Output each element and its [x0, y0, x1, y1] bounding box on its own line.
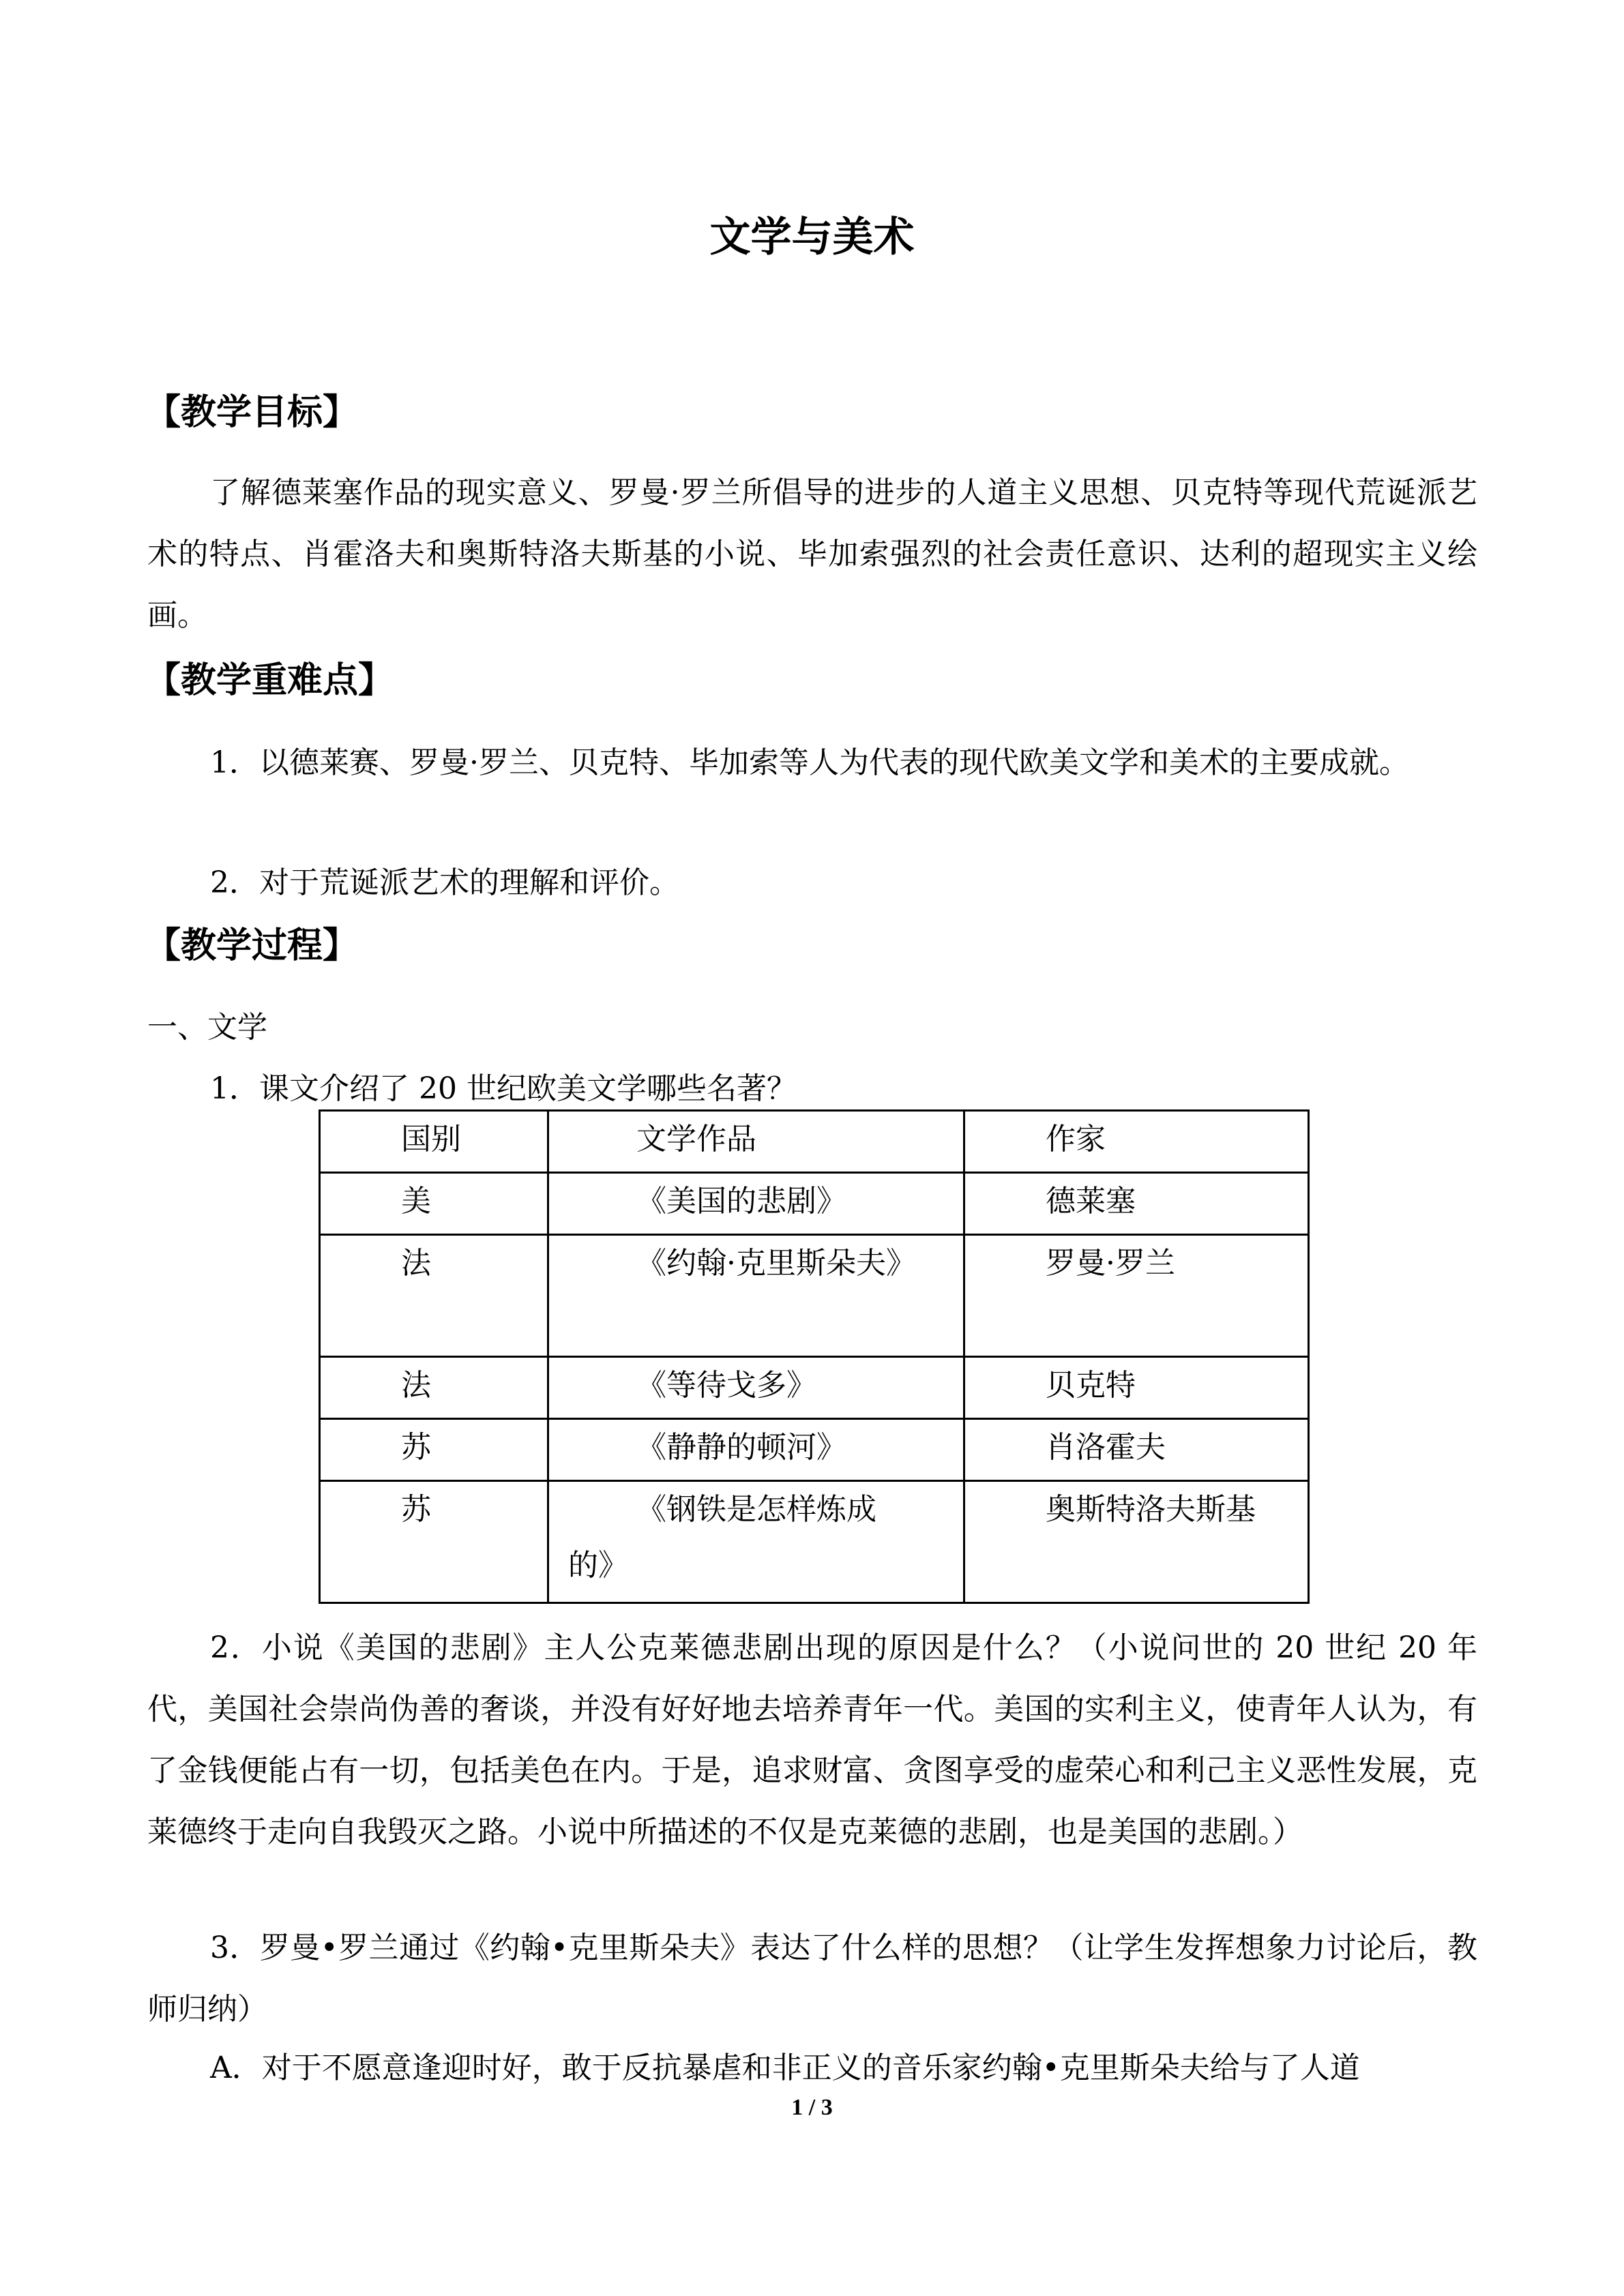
cell-country: 法: [320, 1235, 548, 1357]
cell-work: 《静静的顿河》: [548, 1419, 964, 1481]
cell-work: 《美国的悲剧》: [548, 1173, 964, 1235]
goals-paragraph: 了解德莱塞作品的现实意义、罗曼·罗兰所倡导的进步的人道主义思想、贝克特等现代荒诞派艺术的特点、肖霍洛夫和奥斯特洛夫斯基的小说、毕加索强烈的社会责任意识、达利的超现实主义绘画。: [147, 475, 1477, 633]
heading-key-points: 【教学重难点】: [145, 660, 394, 701]
table-row: [320, 1481, 1309, 1603]
cell-country: 苏: [320, 1481, 548, 1603]
cell-author: 肖洛霍夫: [964, 1419, 1309, 1481]
table-row: [320, 1357, 1309, 1419]
question-1: 1．课文介绍了 20 世纪欧美文学哪些名著？: [210, 1071, 797, 1106]
cell-work: 《等待戈多》: [548, 1357, 964, 1419]
cell-country: 法: [320, 1357, 548, 1419]
page-number: 1 / 3: [791, 2095, 833, 2120]
heading-teaching-goals: 【教学目标】: [145, 392, 359, 433]
table-row: [320, 1419, 1309, 1481]
key-point-2: 2．对于荒诞派艺术的理解和评价。: [210, 865, 679, 900]
literature-works-table: [319, 1109, 1310, 1604]
cell-work: 《约翰·克里斯朵夫》: [548, 1235, 964, 1357]
answer-a: A．对于不愿意逢迎时好，敢于反抗暴虐和非正义的音乐家约翰•克里斯朵夫给与了人道: [210, 2051, 1360, 2085]
header-work: 文学作品: [548, 1111, 964, 1173]
heading-teaching-process: 【教学过程】: [145, 925, 359, 966]
header-author: 作家: [964, 1111, 1309, 1173]
question-2: 2．小说《美国的悲剧》主人公克莱德悲剧出现的原因是什么？（小说问世的 20 世纪 20 年代，美国社会崇尚伪善的奢谈，并没有好好地去培养青年一代。美国的实利主义，使青年人认为，有了金钱便能占有一切，包括美色在内。于是，追求财富、贪图享受的虚荣心和利己主义恶性发展，克莱德终于走向自我毁灭之路。小说中所描述的不仅是克莱德的悲剧，也是美国的悲剧。）: [147, 1630, 1477, 1849]
cell-author: 贝克特: [964, 1357, 1309, 1419]
table-row: [320, 1173, 1309, 1235]
key-point-1: 1．以德莱赛、罗曼·罗兰、贝克特、毕加索等人为代表的现代欧美文学和美术的主要成就。: [210, 745, 1409, 780]
cell-country: 美: [320, 1173, 548, 1235]
cell-author: 德莱塞: [964, 1173, 1309, 1235]
question-3: 3．罗曼•罗兰通过《约翰•克里斯朵夫》表达了什么样的思想？（让学生发挥想象力讨论后，教师归纳）: [147, 1930, 1477, 2027]
table-row: [320, 1235, 1309, 1357]
cell-author: 奥斯特洛夫斯基: [964, 1481, 1309, 1603]
cell-work: 《钢铁是怎样炼成的》: [548, 1481, 964, 1603]
subsection-literature: 一、文学: [147, 1010, 267, 1045]
cell-author: 罗曼·罗兰: [964, 1235, 1309, 1357]
table-header-row: [320, 1111, 1309, 1173]
cell-country: 苏: [320, 1419, 548, 1481]
header-country: 国别: [320, 1111, 548, 1173]
page-title: 文学与美术: [709, 213, 915, 261]
